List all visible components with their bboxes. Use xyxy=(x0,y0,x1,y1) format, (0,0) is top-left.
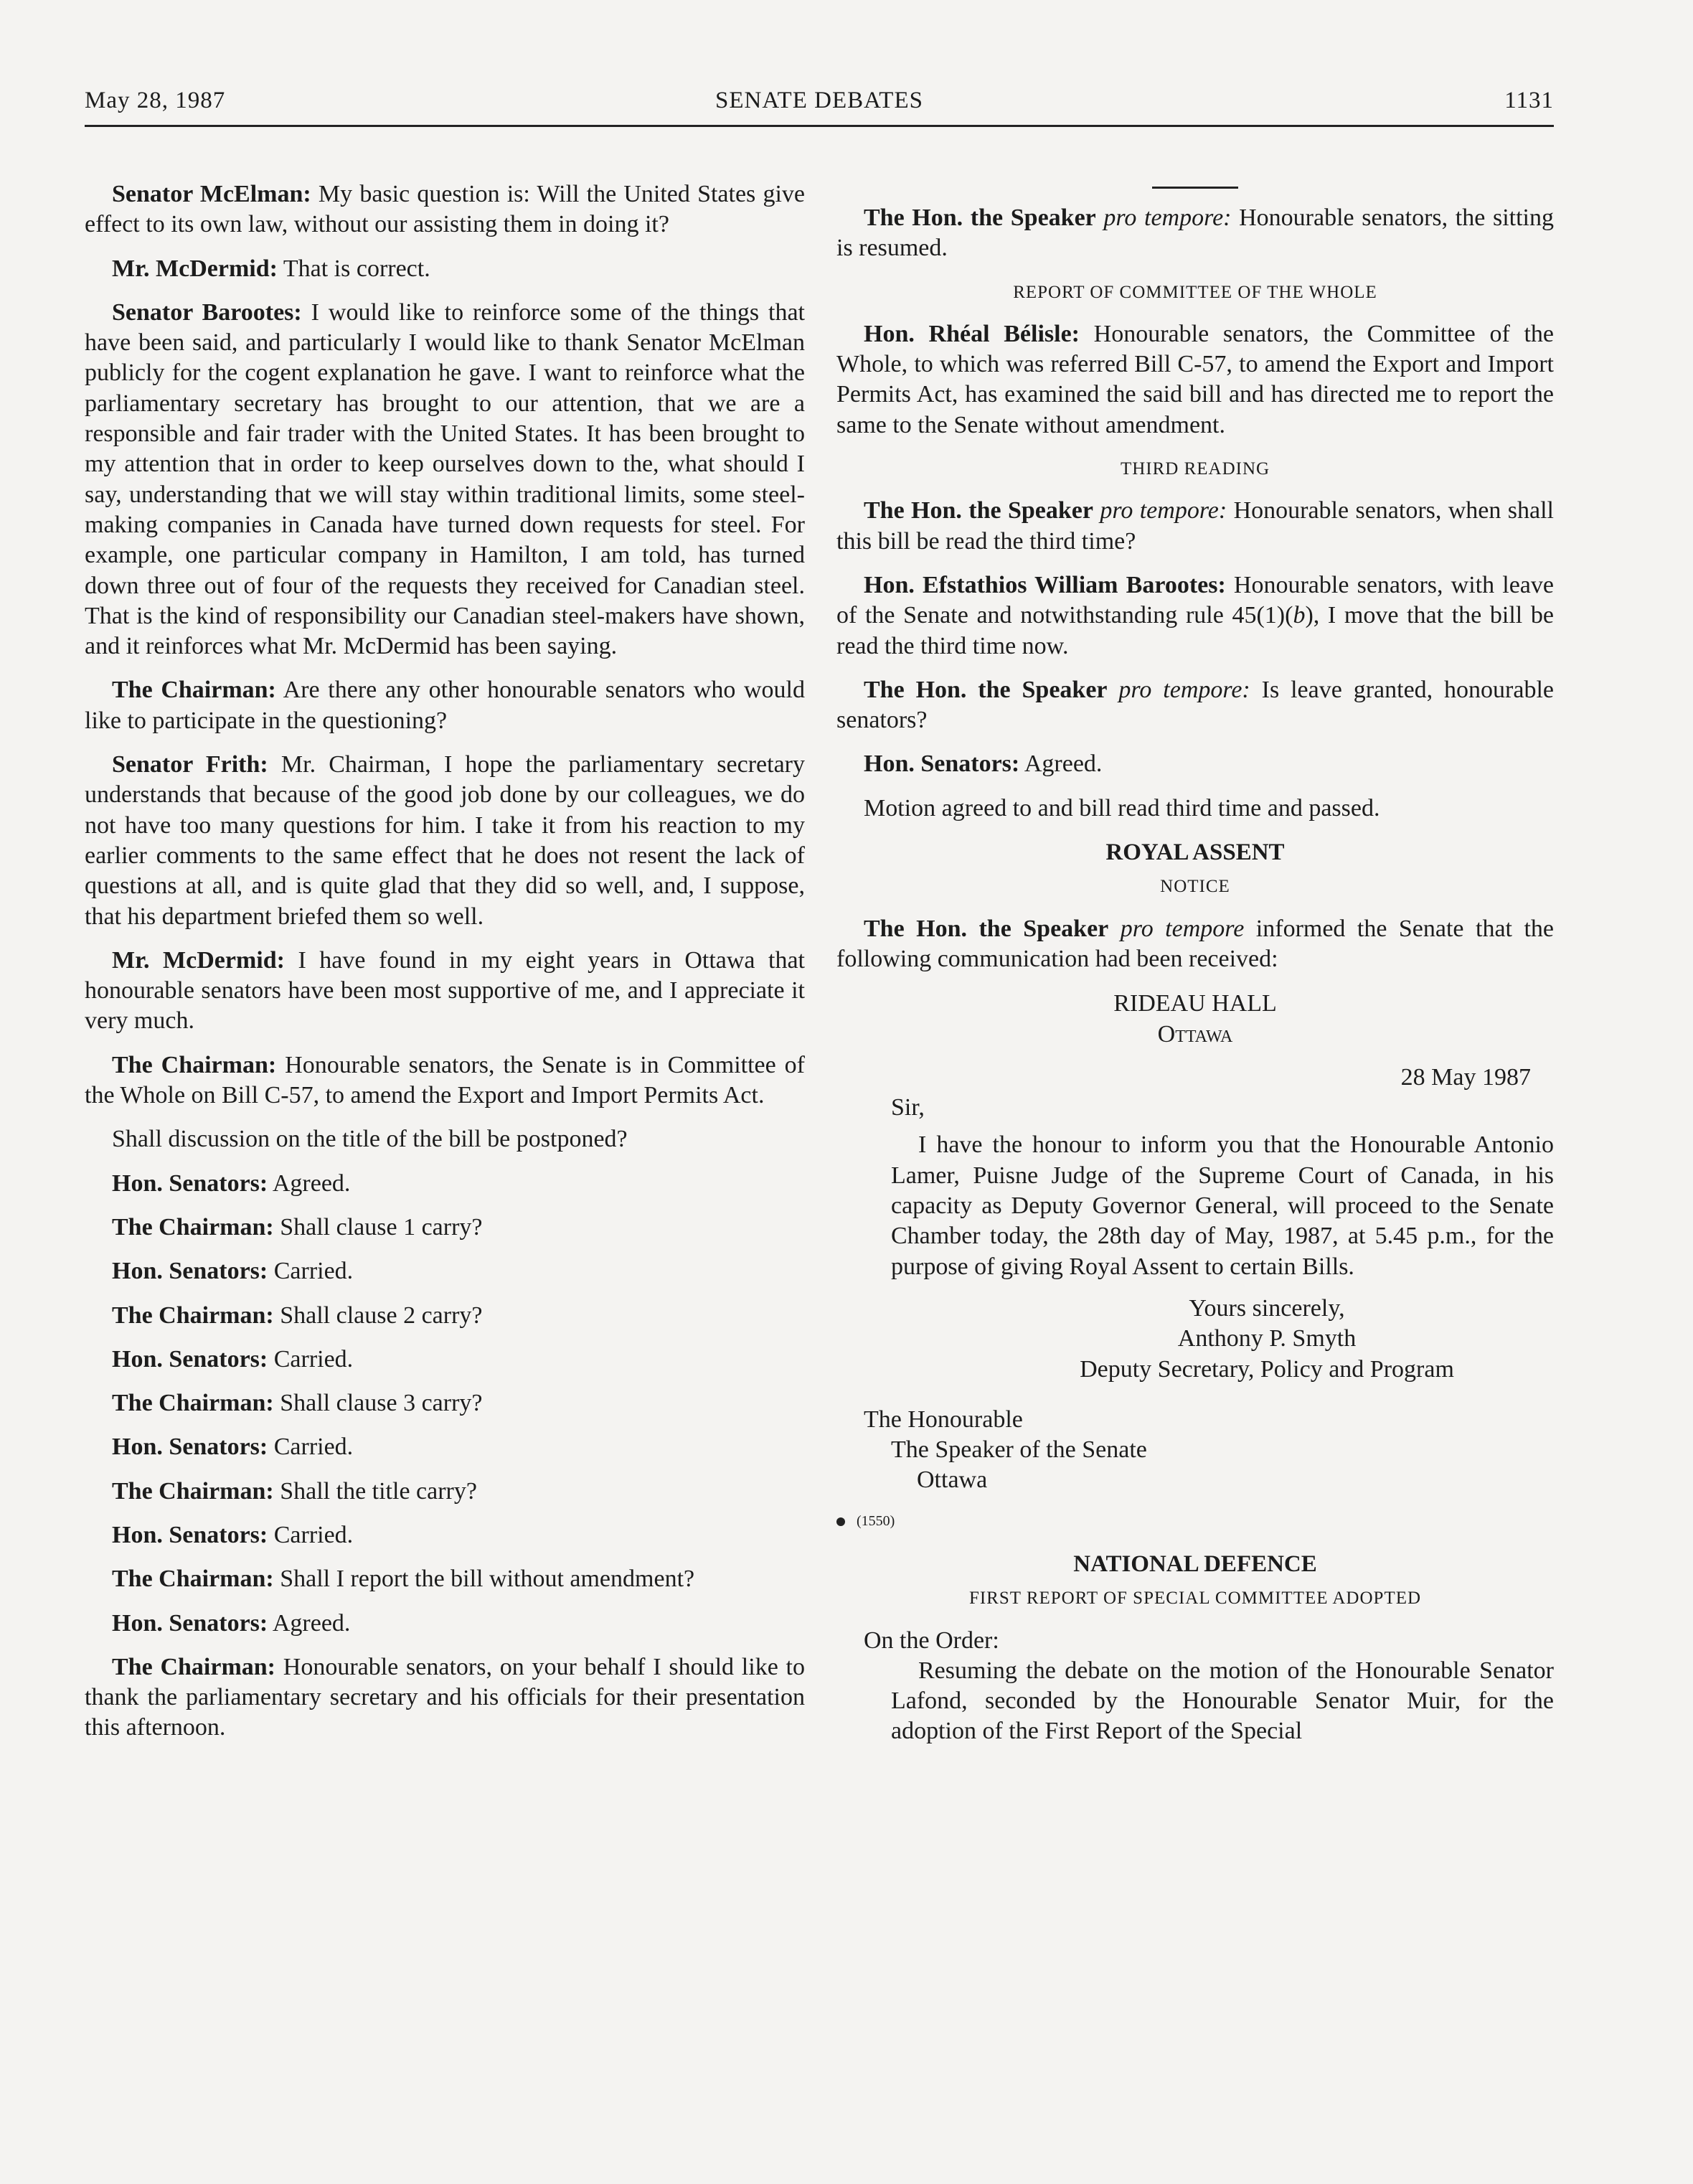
speaker-name: The Hon. the Speaker xyxy=(864,497,1093,524)
speaker-name: Senator McElman: xyxy=(112,181,311,207)
speaker-name: Hon. Senators: xyxy=(112,1345,268,1373)
speech-paragraph xyxy=(85,298,805,662)
letter-city: Ottawa xyxy=(1157,1020,1233,1048)
speech-text: Shall clause 2 carry? xyxy=(273,1302,483,1329)
header-date: May 28, 1987 xyxy=(85,88,226,113)
speech-text: That is correct. xyxy=(277,255,430,282)
subheading: REPORT OF COMMITTEE OF THE WHOLE xyxy=(1013,282,1377,302)
speech-paragraph xyxy=(85,1520,805,1550)
speech-text: Carried. xyxy=(268,1258,354,1285)
subheading: THIRD READING xyxy=(1120,459,1270,479)
speaker-name: Hon. Senators: xyxy=(112,1609,268,1637)
speaker-name: The Hon. the Speaker xyxy=(864,204,1096,231)
speaker-name: Senator Barootes: xyxy=(112,298,302,326)
speaker-name: Hon. Rhéal Bélisle: xyxy=(864,320,1080,347)
speech-text: My basic question is: Will the United States give effect to its own law, without our assisting them in doing it? xyxy=(85,181,805,238)
letter-closing: Yours sincerely, xyxy=(1189,1294,1345,1322)
debate-paragraph: Resuming the debate on the motion of the Honourable Senator Lafond, seconded by the Honourable Senator Muir, for the adoption of the First Report of the Special xyxy=(891,1657,1554,1745)
speech-text: Is leave granted, honourable senators? xyxy=(836,676,1554,734)
speech-text: Shall the title carry? xyxy=(273,1477,477,1505)
speech-text: Carried. xyxy=(268,1521,354,1548)
time-marker xyxy=(836,1506,1554,1536)
speaker-role: pro tempore: xyxy=(1107,676,1250,703)
speech-text: I would like to reinforce some of the things that have been said, and particularly I would like to thank Senator McElman publicly for the cogent explanation he gave. I want to reinforce what the parliamentary secretary has brought to our attention, that we are a responsible and fair trader with the United States. It has been brought to my attention that in order to keep ourselves down to the, what should I say, understanding that we will stay within traditional limits, some steel-making companies in Canada have turned down requests for steel. For example, one particular company in Hamilton, I am told, has turned down three out of four of the requests they received for Canadian steel. That is the kind of responsibility our Canadian steel-makers have shown, and it reinforces what Mr. McDermid has been saying. xyxy=(85,298,805,660)
speech-text: Agreed. xyxy=(268,1169,351,1197)
speech-paragraph xyxy=(836,675,1554,736)
speech-text: Are there any other honourable senators who would like to participate in the questioning? xyxy=(85,677,805,734)
speaker-name: Hon. Senators: xyxy=(112,1258,268,1285)
speech-paragraph xyxy=(85,1564,805,1594)
letter-body: I have the honour to inform you that the Honourable Antonio Lamer, Puisne Judge of the Supreme Court of Canada, in his capacity as Deputy Governor General, will proceed to the Senate Chamber today, the 28th day of May, 1987, at 5.45 p.m., for the purpose of giving Royal Assent to certain Bills. xyxy=(891,1131,1554,1280)
speech-paragraph xyxy=(836,203,1554,264)
header-page-number: 1131 xyxy=(1504,88,1554,113)
speech-text: Mr. Chairman, I hope the parliamentary secretary understands that because of the good job done by our colleagues, we do not have too many questions for him. I take it from his reaction to my earlier comments to the same effect that he does not resent the lack of questions at all, and is quite glad that they did so well, and, I suppose, that his department briefed them so well. xyxy=(85,751,805,930)
letter-date: 28 May 1987 xyxy=(1400,1063,1531,1091)
motion-paragraph: Motion agreed to and bill read third time and passed. xyxy=(864,794,1380,822)
speaker-name: Mr. McDermid: xyxy=(112,255,278,282)
letter-salutation: Sir, xyxy=(891,1094,925,1121)
bullet-icon xyxy=(836,1517,845,1526)
speaker-name: Mr. McDermid: xyxy=(112,946,285,974)
letter-address-line: The Speaker of the Senate xyxy=(891,1436,1147,1464)
speech-paragraph xyxy=(85,1609,805,1639)
speech-paragraph xyxy=(85,1213,805,1243)
speech-paragraph xyxy=(85,1169,805,1199)
speaker-name: The Chairman: xyxy=(112,1653,275,1680)
speech-paragraph xyxy=(85,1477,805,1507)
time-marker-text: (1550) xyxy=(857,1512,895,1529)
speech-paragraph xyxy=(85,675,805,736)
speech-italic: b xyxy=(1293,602,1306,629)
speech-paragraph xyxy=(85,1345,805,1375)
speech-paragraph xyxy=(85,750,805,932)
letter-address-line: Ottawa xyxy=(917,1467,988,1494)
speech-text: Honourable senators, the Committee of the Whole, to which was referred Bill C-57, to amend the Export and Import Permits Act, has examined the said bill and has directed me to report the same to the Senate without amendment. xyxy=(836,320,1555,438)
letter-signatory-title: Deputy Secretary, Policy and Program xyxy=(1080,1355,1454,1383)
speaker-name: The Chairman: xyxy=(112,1051,277,1078)
speaker-name: Hon. Senators: xyxy=(112,1434,268,1461)
speaker-name: Senator Frith: xyxy=(112,751,268,778)
speaker-name: Hon. Senators: xyxy=(112,1521,268,1548)
speech-paragraph xyxy=(836,914,1554,975)
speaker-name: Hon. Senators: xyxy=(112,1169,268,1197)
speech-text: Carried. xyxy=(268,1345,354,1373)
speech-text: Shall discussion on the title of the bill be postponed? xyxy=(112,1126,628,1153)
speech-text: Shall I report the bill without amendment? xyxy=(273,1566,695,1593)
speaker-name: The Chairman: xyxy=(112,1390,274,1417)
page-header xyxy=(85,85,1554,127)
speaker-name: The Chairman: xyxy=(112,1213,274,1241)
speaker-name: Hon. Senators: xyxy=(864,750,1020,778)
speech-text: Agreed. xyxy=(1019,750,1103,778)
subheading: FIRST REPORT OF SPECIAL COMMITTEE ADOPTED xyxy=(968,1588,1422,1609)
speech-paragraph xyxy=(85,254,805,284)
speaker-name: The Chairman: xyxy=(112,1302,274,1329)
letter-signatory: Anthony P. Smyth xyxy=(1177,1325,1357,1352)
speech-paragraph xyxy=(85,1256,805,1286)
speech-text: Honourable senators, when shall this bill be read the third time? xyxy=(836,497,1554,555)
speech-paragraph xyxy=(85,1432,805,1462)
speech-text: Honourable senators, with leave of the Senate and notwithstanding rule 45(1)( xyxy=(836,571,1554,629)
speech-paragraph xyxy=(85,946,805,1037)
speech-paragraph xyxy=(836,749,1554,779)
speaker-name: The Hon. the Speaker xyxy=(864,676,1108,703)
subheading: NOTICE xyxy=(1160,877,1230,897)
speech-paragraph xyxy=(85,1301,805,1331)
section-heading: ROYAL ASSENT xyxy=(1105,839,1285,866)
letter-address-line: The Honourable xyxy=(864,1406,1023,1433)
speech-text: informed the Senate that the following communication had been received: xyxy=(836,915,1554,972)
speech-text: Shall clause 3 carry? xyxy=(273,1390,483,1417)
speech-paragraph xyxy=(85,1124,805,1154)
speaker-name: The Chairman: xyxy=(112,1477,274,1505)
speech-paragraph xyxy=(85,179,805,240)
header-title: SENATE DEBATES xyxy=(715,88,923,113)
letter xyxy=(836,989,1554,1495)
speech-paragraph xyxy=(836,319,1554,441)
speaker-role: pro tempore xyxy=(1108,915,1245,942)
speaker-name: The Chairman: xyxy=(112,677,276,704)
right-column xyxy=(836,179,1554,1761)
speech-text: Honourable senators, the sitting is resumed. xyxy=(836,204,1554,262)
speech-text: Agreed. xyxy=(268,1609,351,1637)
speech-paragraph xyxy=(85,1652,805,1743)
order-line: On the Order: xyxy=(864,1627,999,1654)
speech-paragraph xyxy=(85,1050,805,1111)
speech-text: ), I move that the bill be read the third time now. xyxy=(836,602,1554,659)
speech-paragraph xyxy=(836,570,1554,662)
speaker-name: The Chairman: xyxy=(112,1566,274,1593)
speech-text: Shall clause 1 carry? xyxy=(273,1213,483,1241)
speech-text: I have found in my eight years in Ottawa that honourable senators have been most supportive of me, and I appreciate it very much. xyxy=(85,946,805,1035)
speaker-role: pro tempore: xyxy=(1095,204,1232,231)
section-heading: NATIONAL DEFENCE xyxy=(1073,1550,1317,1577)
left-column xyxy=(85,179,805,1757)
section-rule xyxy=(1152,187,1238,189)
letter-place: RIDEAU HALL xyxy=(1113,990,1277,1017)
speaker-name: Hon. Efstathios William Barootes: xyxy=(864,571,1226,598)
speech-text: Honourable senators, on your behalf I should like to thank the parliamentary secretary and his officials for their presentation this afternoon. xyxy=(85,1653,805,1741)
speech-text: Carried. xyxy=(268,1434,354,1461)
speech-paragraph xyxy=(85,1388,805,1418)
speech-paragraph xyxy=(836,496,1554,557)
speech-text: Honourable senators, the Senate is in Committee of the Whole on Bill C-57, to amend the Export and Import Permits Act. xyxy=(85,1051,806,1109)
speaker-role: pro tempore: xyxy=(1093,497,1227,524)
speaker-name: The Hon. the Speaker xyxy=(864,915,1109,942)
